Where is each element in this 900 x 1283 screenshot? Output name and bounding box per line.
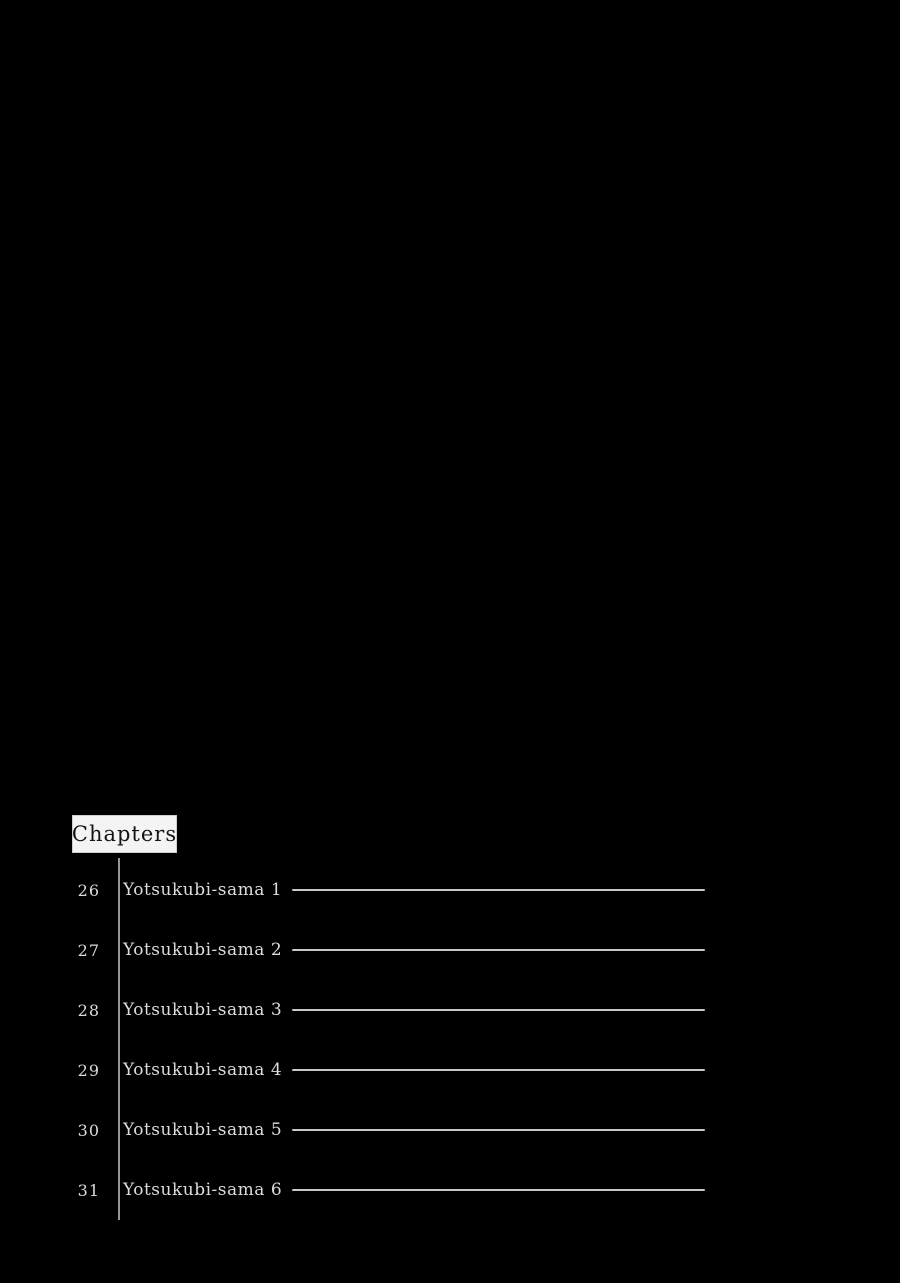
chapter-number: 28 [77, 1000, 100, 1020]
table-divider-line [118, 858, 120, 1220]
chapter-row [60, 878, 705, 902]
chapter-row [60, 998, 705, 1022]
chapter-number: 26 [77, 880, 100, 900]
chapter-leader-line [292, 949, 705, 951]
chapter-number: 30 [77, 1120, 100, 1140]
chapter-number: 29 [77, 1060, 100, 1080]
chapter-leader-line [292, 1009, 705, 1011]
chapter-title: Yotsukubi-sama 6 [123, 1180, 283, 1200]
chapter-title: Yotsukubi-sama 2 [123, 940, 283, 960]
chapter-row [60, 938, 705, 962]
chapter-title: Yotsukubi-sama 3 [123, 1000, 283, 1020]
chapter-title: Yotsukubi-sama 5 [123, 1120, 283, 1140]
chapter-row [60, 1058, 705, 1082]
chapter-leader-line [292, 1129, 705, 1131]
chapter-leader-line [292, 1189, 705, 1191]
chapter-leader-line [292, 889, 705, 891]
chapter-leader-line [292, 1069, 705, 1071]
chapter-title: Yotsukubi-sama 4 [123, 1060, 283, 1080]
chapter-row [60, 1178, 705, 1202]
chapters-heading-label: Chapters [71, 822, 178, 846]
chapter-row [60, 1118, 705, 1142]
chapter-number: 31 [77, 1180, 100, 1200]
chapter-number: 27 [77, 940, 100, 960]
chapter-title: Yotsukubi-sama 1 [123, 880, 283, 900]
